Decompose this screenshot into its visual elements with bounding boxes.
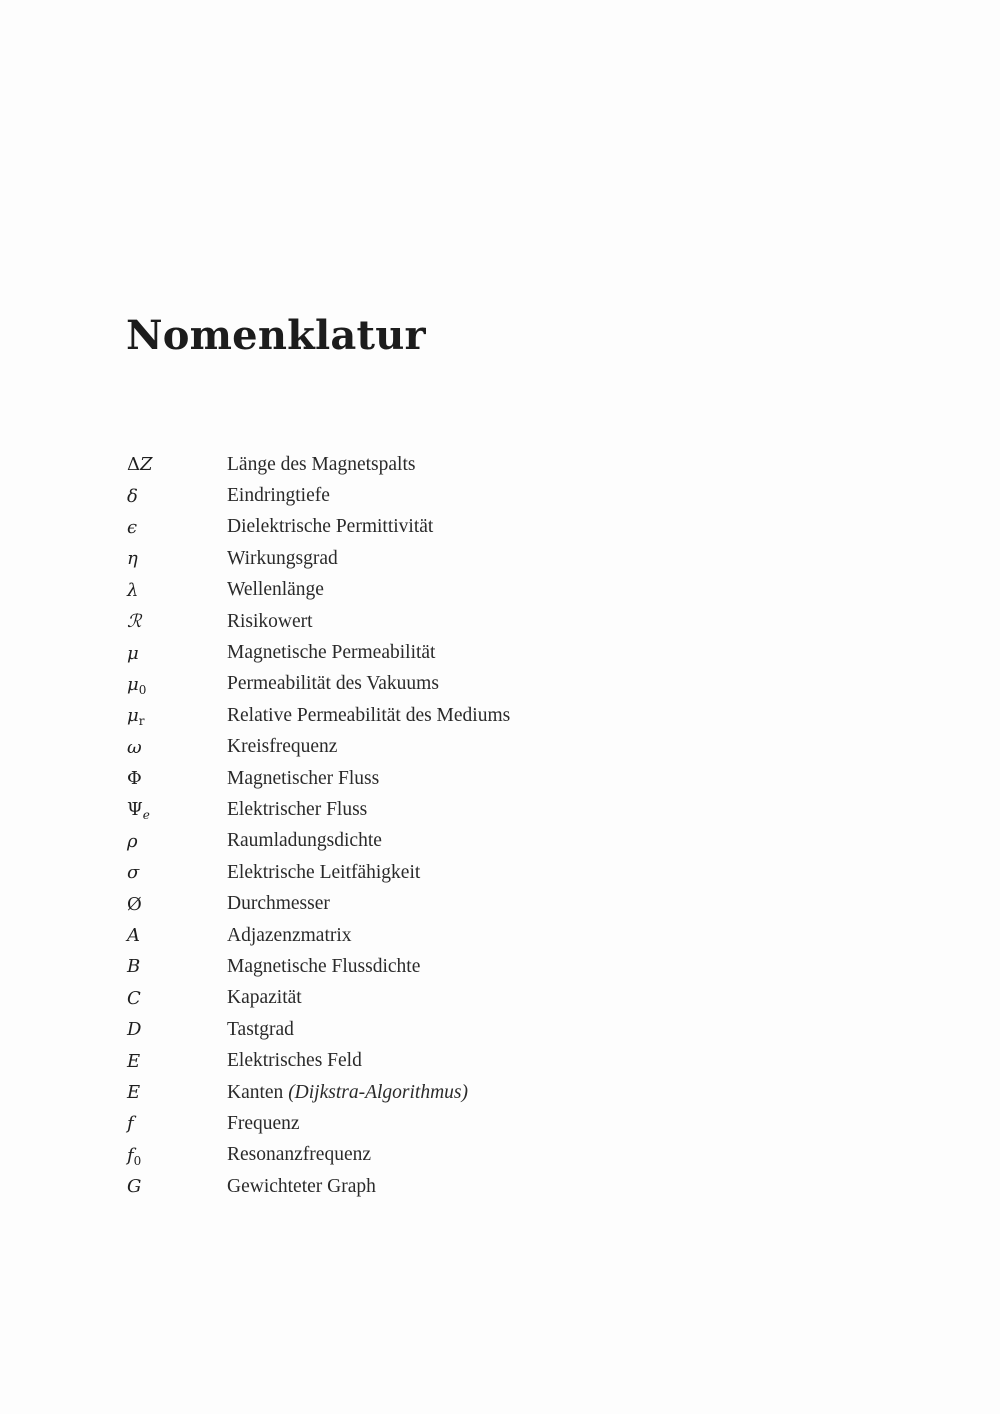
symbol-subscript: r [138, 714, 145, 729]
nomenclature-description [227, 705, 510, 727]
symbol-base: μ [127, 673, 139, 695]
nomenclature-description [227, 736, 337, 758]
nomenclature-description [227, 1176, 376, 1198]
nomenclature-description [227, 516, 433, 538]
nomenclature-symbol [127, 611, 227, 632]
nomenclature-symbol [127, 486, 227, 507]
nomenclature-row [127, 888, 727, 919]
symbol-base: A [127, 925, 140, 947]
nomenclature-description [227, 768, 379, 790]
nomenclature-symbol [127, 1019, 227, 1040]
symbol-base: δ [127, 485, 138, 507]
description-text: Raumladungsdichte [227, 830, 382, 852]
symbol-base: μ [127, 642, 139, 664]
nomenclature-row [127, 1140, 727, 1171]
nomenclature-description [227, 454, 415, 476]
symbol-base: D [127, 1019, 142, 1041]
description-text: Wirkungsgrad [227, 547, 338, 569]
description-text: Permeabilität des Vakuums [227, 673, 439, 695]
nomenclature-row [127, 920, 727, 951]
symbol-base: ℛ [127, 611, 142, 633]
description-text: Gewichteter Graph [227, 1175, 376, 1197]
nomenclature-symbol [127, 674, 227, 695]
nomenclature-row [127, 1045, 727, 1076]
description-text: Resonanzfrequenz [227, 1144, 372, 1166]
description-text: Magnetischer Fluss [227, 767, 380, 789]
symbol-base: B [127, 956, 141, 978]
symbol-base: G [127, 1176, 142, 1198]
nomenclature-description [227, 925, 352, 947]
symbol-base: η [127, 548, 138, 570]
symbol-subscript: e [142, 808, 150, 823]
nomenclature-description [227, 579, 324, 601]
nomenclature-row [127, 637, 727, 668]
nomenclature-row [127, 480, 727, 511]
nomenclature-symbol [127, 956, 227, 977]
symbol-subscript: 0 [133, 1153, 142, 1168]
description-text: Relative Permeabilität des Mediums [227, 704, 511, 726]
description-text: Magnetische Flussdichte [227, 955, 421, 977]
page-title: Nomenklatur [126, 312, 426, 359]
symbol-base: Ψ [127, 799, 143, 821]
nomenclature-row [127, 857, 727, 888]
nomenclature-symbol [127, 1051, 227, 1072]
symbol-base: f [127, 1144, 134, 1166]
nomenclature-symbol [127, 1145, 227, 1166]
nomenclature-row [127, 700, 727, 731]
nomenclature-row [127, 575, 727, 606]
nomenclature-symbol [127, 643, 227, 664]
nomenclature-symbol [127, 768, 227, 789]
nomenclature-description [227, 987, 302, 1009]
nomenclature-symbol [127, 737, 227, 758]
description-text: Länge des Magnetspalts [227, 453, 416, 475]
nomenclature-row [127, 1171, 727, 1202]
description-text: Kapazität [227, 987, 302, 1009]
nomenclature-description [227, 956, 420, 978]
nomenclature-symbol [127, 517, 227, 538]
symbol-base: ΔZ [127, 454, 153, 476]
nomenclature-row [127, 951, 727, 982]
description-text: Elektrischer Fluss [227, 798, 368, 820]
nomenclature-description [227, 1144, 371, 1166]
description-text: Wellenlänge [227, 579, 324, 601]
description-text: Tastgrad [227, 1018, 294, 1040]
symbol-base: μ [127, 705, 139, 727]
description-text: Eindringtiefe [227, 485, 330, 507]
nomenclature-description [227, 642, 435, 664]
description-text: Dielektrische Permittivität [227, 516, 434, 538]
nomenclature-row [127, 1014, 727, 1045]
nomenclature-symbol [127, 894, 227, 915]
symbol-base: Ø [127, 893, 142, 915]
nomenclature-symbol [127, 580, 227, 601]
symbol-base: ρ [127, 830, 138, 852]
nomenclature-symbol [127, 988, 227, 1009]
symbol-base: E [127, 1050, 141, 1072]
symbol-base: ϵ [127, 516, 138, 538]
nomenclature-symbol [127, 548, 227, 569]
symbol-base: f [127, 1113, 134, 1135]
nomenclature-list [127, 449, 727, 1202]
nomenclature-row [127, 826, 727, 857]
description-text: Risikowert [227, 610, 313, 632]
symbol-base: C [127, 987, 141, 1009]
nomenclature-symbol [127, 925, 227, 946]
nomenclature-description [227, 893, 330, 915]
nomenclature-symbol [127, 862, 227, 883]
nomenclature-symbol [127, 799, 227, 823]
nomenclature-description [227, 611, 313, 633]
symbol-base: ω [127, 736, 142, 758]
nomenclature-symbol [127, 831, 227, 852]
nomenclature-description [227, 485, 330, 507]
nomenclature-symbol [127, 454, 227, 475]
nomenclature-description [227, 1113, 300, 1135]
nomenclature-description [227, 673, 439, 695]
symbol-base: λ [127, 579, 139, 601]
description-text: Kanten [227, 1081, 284, 1103]
nomenclature-symbol [127, 705, 227, 729]
description-text: Elektrisches Feld [227, 1050, 362, 1072]
nomenclature-row [127, 449, 727, 480]
nomenclature-row [127, 669, 727, 700]
symbol-base: E [127, 1082, 141, 1103]
nomenclature-description [227, 1019, 294, 1041]
nomenclature-row [127, 512, 727, 543]
description-text: Adjazenzmatrix [227, 924, 352, 946]
nomenclature-row [127, 794, 727, 825]
description-text: Kreisfrequenz [227, 736, 338, 758]
description-text: Durchmesser [227, 893, 330, 915]
nomenclature-row [127, 1077, 727, 1108]
nomenclature-symbol [127, 1176, 227, 1197]
nomenclature-symbol [127, 1082, 227, 1103]
nomenclature-description [227, 548, 338, 570]
description-text: Frequenz [227, 1112, 300, 1134]
symbol-base: σ [127, 862, 140, 884]
nomenclature-row [127, 983, 727, 1014]
nomenclature-description [227, 862, 420, 884]
symbol-base: Φ [127, 768, 142, 790]
nomenclature-symbol [127, 1113, 227, 1134]
nomenclature-row [127, 606, 727, 637]
symbol-subscript: 0 [138, 682, 147, 697]
description-text: Magnetische Permeabilität [227, 642, 436, 664]
nomenclature-description [227, 799, 367, 821]
nomenclature-row [127, 543, 727, 574]
nomenclature-description [227, 1050, 362, 1072]
nomenclature-description [227, 1082, 468, 1104]
nomenclature-row [127, 763, 727, 794]
nomenclature-row [127, 732, 727, 763]
description-italic-note: (Dijkstra-Algorithmus) [288, 1081, 469, 1103]
nomenclature-description [227, 830, 382, 852]
description-text: Elektrische Leitfähigkeit [227, 861, 421, 883]
nomenclature-row [127, 1108, 727, 1139]
